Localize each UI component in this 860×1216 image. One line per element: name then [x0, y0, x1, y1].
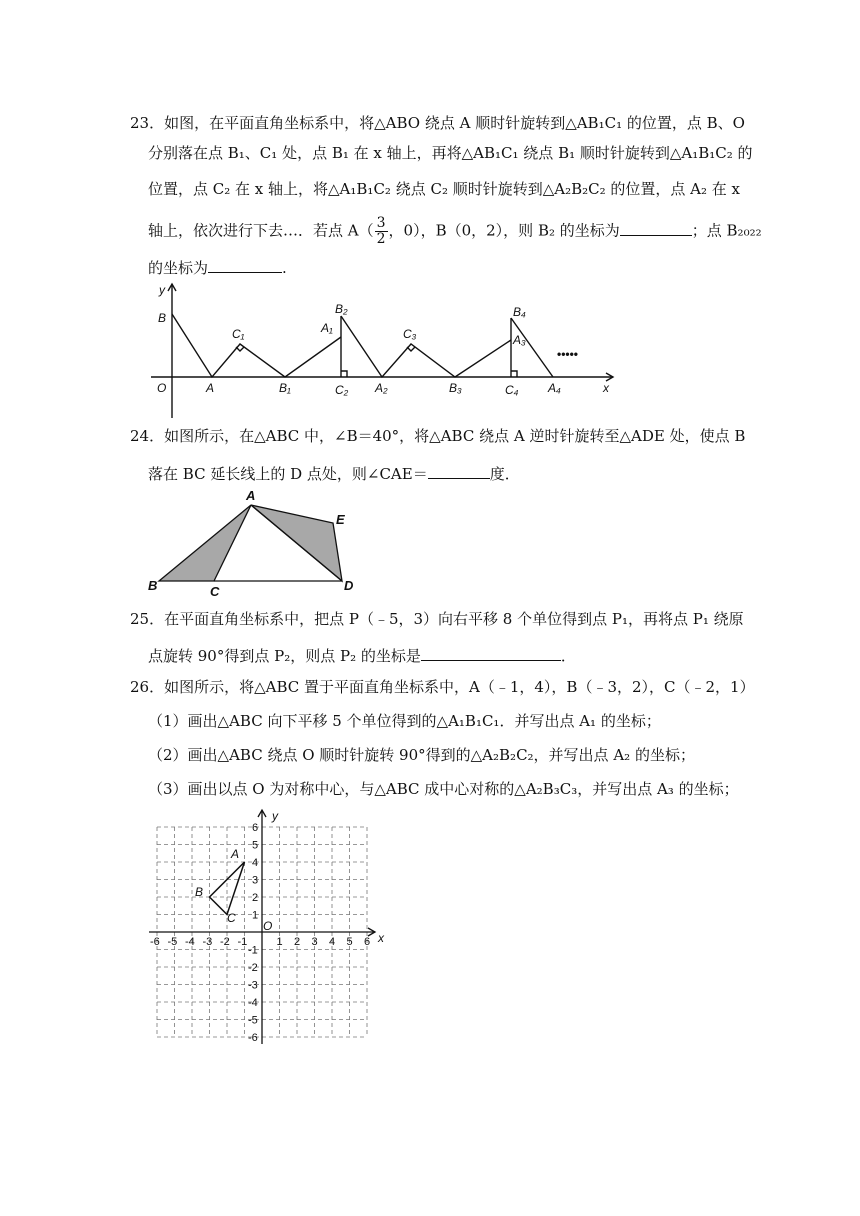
right-angle-mark-c4	[511, 371, 517, 377]
fig-label-A2: A₂	[375, 381, 388, 395]
fig-label-C4: C₄	[505, 383, 519, 397]
y-tick-label: -5	[248, 1014, 258, 1027]
segment-b4-a4	[511, 318, 553, 377]
fig24-label-A: A	[246, 488, 256, 503]
x-tick-label: 3	[311, 936, 318, 948]
x-tick-label: 2	[294, 936, 301, 948]
fig-label-x: x	[603, 381, 609, 395]
q25-line-2-start: 点旋转 90°得到点 P₂，则点 P₂ 的坐标是	[148, 647, 421, 665]
q26-item-2: （2）画出△ABC 绕点 O 顺时针旋转 90°得到的△A₂B₂C₂，并写出点 A₂ 的坐标；	[148, 746, 695, 764]
x-tick-label: -5	[167, 936, 178, 948]
x-tick-label: 5	[346, 936, 353, 948]
fraction-denominator: 2	[376, 231, 386, 247]
x-tick-label: -6	[150, 936, 160, 948]
q25-line-1: 25．在平面直角坐标系中，把点 P（﹣5，3）向右平移 8 个单位得到点 P₁，再将点 P₁ 绕原	[130, 610, 744, 628]
y-tick-label: -6	[248, 1032, 258, 1044]
point-label-B: B	[195, 885, 204, 899]
answer-blank-b2[interactable]	[620, 219, 692, 236]
q23-line-5	[148, 256, 287, 279]
fig-label-B: B	[158, 311, 167, 325]
q23-line-3: 位置，点 C₂ 在 x 轴上，将△A₁B₁C₂ 绕点 C₂ 顺时针旋转到△A₂B₂C₂ 的位置，点 A₂ 在 x	[148, 180, 741, 198]
x-tick-label: 6	[364, 936, 371, 948]
y-tick-label: -1	[248, 944, 258, 957]
point-label-C: C	[227, 911, 236, 925]
fig24-label-E: E	[336, 512, 345, 527]
grid-label-origin: O	[263, 919, 273, 933]
fig-label-O: O	[157, 381, 167, 395]
q26-item-3: （3）画出以点 O 为对称中心，与△ABC 成中心对称的△A₂B₃C₃，并写出点 A₃ 的坐标；	[148, 780, 739, 798]
q23-figure	[145, 280, 625, 420]
shaded-triangle-abc	[159, 505, 251, 581]
fig-label-C3: C₃	[403, 327, 417, 341]
q23-line-4-end: ；点 B₂₀₂₂	[691, 221, 762, 240]
x-tick-label: -3	[202, 936, 213, 948]
q26-coordinate-grid	[145, 806, 395, 1046]
x-tick-label: -2	[220, 936, 230, 948]
fig-label-A3: A₃	[513, 333, 526, 347]
y-tick-label: -2	[248, 962, 258, 974]
q24-line-2-start: 落在 BC 延长线上的 D 点处，则∠CAE＝	[148, 465, 428, 483]
answer-blank-cae[interactable]	[428, 462, 490, 479]
x-tick-label: -4	[185, 936, 195, 948]
grid-label-x: x	[378, 931, 384, 945]
grid-label-y: y	[272, 809, 278, 823]
fig24-label-D: D	[344, 578, 354, 593]
fig-label-A: A	[206, 381, 215, 395]
rotation-path-2	[341, 316, 511, 377]
y-tick-label: 6	[252, 822, 259, 834]
x-tick-label: 1	[276, 936, 283, 948]
x-tick-label: -1	[237, 936, 248, 948]
q23-line-5-text: 的坐标为	[148, 259, 209, 277]
q25-line-2-end: ．	[560, 647, 576, 665]
q23-line-1: 23．如图，在平面直角坐标系中，将△ABO 绕点 A 顺时针旋转到△AB₁C₁ 的位置，点 B、O	[130, 114, 745, 132]
q23-line-5-end: .	[282, 259, 287, 277]
q23-line-4	[148, 216, 762, 247]
right-angle-mark-c3	[407, 347, 415, 351]
q23-line-2: 分别落在点 B₁、C₁ 处，点 B₁ 在 x 轴上，再将△AB₁C₁ 绕点 B₁ 顺时针旋转到△A₁B₁C₂ 的	[148, 144, 753, 162]
fig-label-B2: B₂	[335, 302, 348, 316]
right-angle-mark-c2	[341, 371, 347, 377]
x-tick-label: 4	[329, 936, 336, 948]
fig-label-A4: A₄	[548, 381, 561, 395]
q23-line-4-mid: ，0），B（0，2），则 B₂ 的坐标为	[388, 221, 620, 240]
q25-line-2	[148, 644, 576, 667]
rotation-path-1	[172, 314, 341, 377]
fig-label-C1: C₁	[232, 327, 245, 341]
q24-line-2-end: 度．	[489, 465, 520, 483]
y-tick-label: 3	[252, 874, 259, 887]
y-tick-label: -3	[248, 979, 258, 992]
fig-label-A1: A₁	[321, 321, 333, 335]
answer-blank-p2[interactable]	[421, 644, 561, 661]
q23-line-4-start: 轴上，依次进行下去…．若点 A（	[148, 221, 374, 240]
fig24-label-B: B	[148, 578, 158, 593]
fig-label-C2: C₂	[335, 383, 349, 397]
right-angle-mark-c1	[236, 347, 244, 351]
q24-figure	[145, 486, 365, 596]
fig-label-B1: B₁	[279, 381, 291, 395]
q24-line-1: 24．如图所示，在△ABC 中，∠B＝40°，将△ABC 绕点 A 逆时针旋转至△ADE 处，使点 B	[130, 427, 746, 445]
point-label-A: A	[231, 847, 240, 861]
y-tick-label: 5	[252, 839, 259, 852]
q24-line-2	[148, 462, 520, 485]
answer-blank-b2022[interactable]	[208, 256, 282, 273]
y-tick-label: -4	[248, 997, 258, 1009]
q26-item-1: （1）画出△ABC 向下平移 5 个单位得到的△A₁B₁C₁．并写出点 A₁ 的坐标；	[148, 712, 661, 730]
q26-line-1: 26．如图所示，将△ABC 置于平面直角坐标系中，A（﹣1，4），B（﹣3，2），C（﹣2，1）	[130, 678, 755, 696]
y-tick-label: 4	[252, 857, 259, 869]
y-tick-label: 1	[252, 909, 259, 922]
y-tick-label: 2	[252, 892, 259, 904]
fig-label-B3: B₃	[449, 381, 462, 395]
q23-fraction	[375, 216, 388, 247]
fraction-numerator: 3	[376, 215, 386, 231]
fig-ellipsis: •••••	[557, 347, 579, 361]
fig24-label-C: C	[210, 584, 220, 596]
fig-label-B4: B₄	[513, 305, 526, 319]
fig-label-y: y	[159, 283, 165, 297]
